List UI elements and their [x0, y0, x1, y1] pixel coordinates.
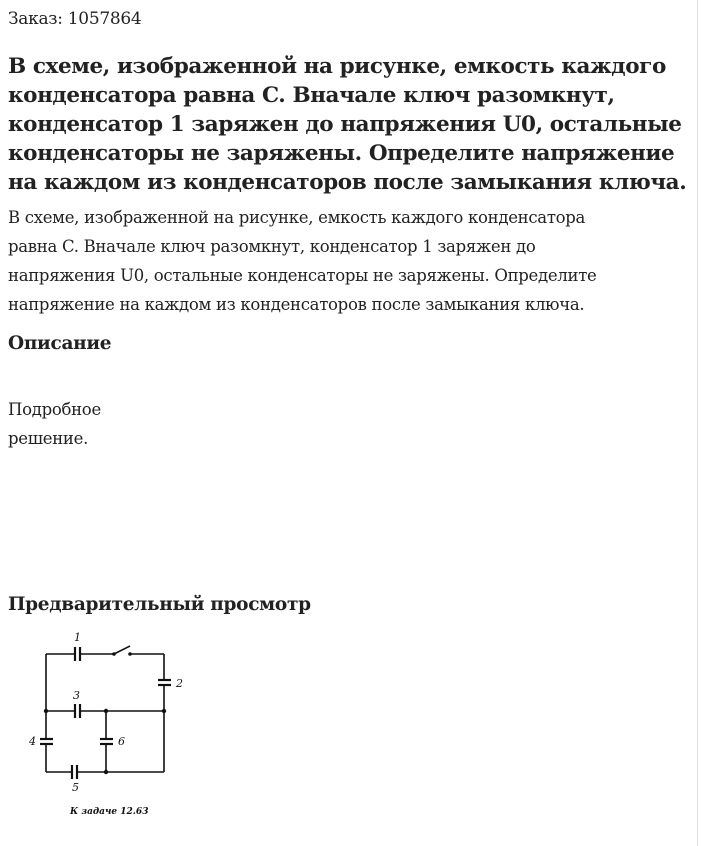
capacitor-5-label: 5 — [72, 781, 79, 794]
description-text: Подробное решение. — [8, 400, 101, 448]
capacitor-2-label: 2 — [176, 677, 183, 690]
preview-heading: Предварительный просмотр — [8, 594, 311, 615]
capacitor-6-label: 6 — [118, 735, 125, 748]
problem-title: В схеме, изображенной на рисунке, емкость каждого конденсатора равна C. Вначале ключ разомкнут, конденсатор 1 заряжен до напряжения U0, остальные конденсаторы не заряжены. Определите напряжение на каждом из конденсаторов после замыкания ключа. — [8, 54, 687, 195]
description-heading: Описание — [8, 333, 112, 354]
capacitor-4-label: 4 — [29, 735, 36, 748]
capacitor-3-label: 3 — [73, 689, 80, 702]
circuit-diagram — [22, 624, 198, 824]
figure-caption: К задаче 12.63 — [70, 807, 149, 817]
problem-text: В схеме, изображенной на рисунке, емкость каждого конденсатора равна C. Вначале ключ разомкнут, конденсатор 1 заряжен до напряжения U0, остальные конденсаторы не заряжены. Определите напряжение на каждом из конденсаторов после замыкания ключа. — [8, 208, 597, 314]
capacitor-1-label: 1 — [74, 631, 81, 644]
order-number: Заказ: 1057864 — [8, 9, 142, 29]
circuit-figure — [22, 624, 198, 824]
